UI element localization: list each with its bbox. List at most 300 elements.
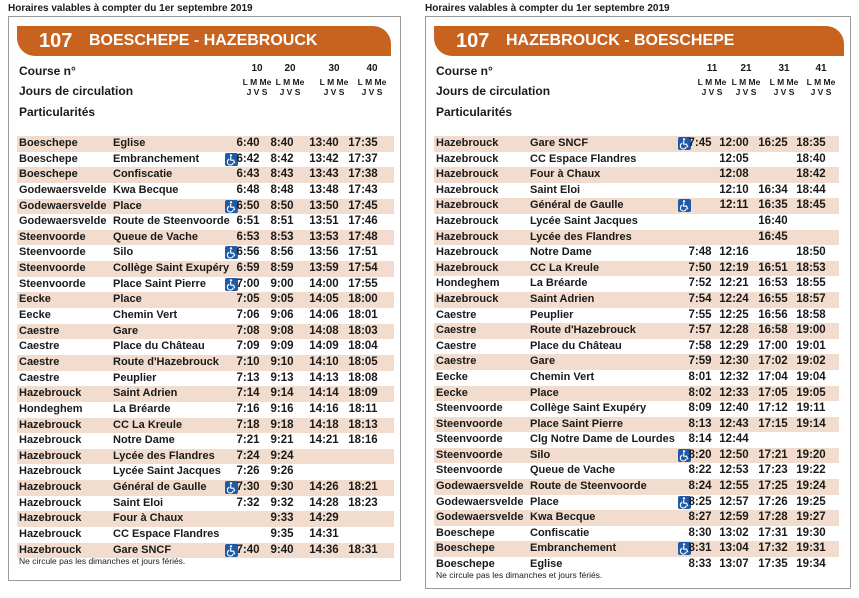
stop-row — [434, 167, 839, 183]
town-name: Steenvoorde — [436, 433, 503, 446]
departure-time: 7:14 — [236, 387, 260, 400]
town-name: Hazebrouck — [436, 199, 499, 212]
course-number: 40 — [366, 63, 378, 74]
stop-name: La Bréarde — [113, 402, 171, 415]
stop-name: Embranchement — [113, 152, 200, 165]
timetable-right — [425, 0, 855, 598]
town-name: Godewaersvelde — [436, 495, 524, 508]
line-number: 107 — [39, 30, 73, 52]
departure-time: 7:57 — [688, 324, 712, 337]
departure-time: 7:58 — [688, 339, 712, 352]
departure-time: 6:56 — [236, 246, 260, 259]
stop-name: Kwa Becque — [530, 511, 596, 524]
town-name: Hazebrouck — [436, 230, 499, 243]
days-of-service — [731, 77, 761, 97]
stop-row — [17, 464, 394, 480]
departure-time: 7:09 — [236, 340, 260, 353]
stop-row — [434, 323, 839, 339]
stop-row — [434, 495, 839, 511]
town-name: Godewaersvelde — [19, 215, 107, 228]
course-number: 21 — [740, 63, 752, 74]
stop-row — [17, 339, 394, 355]
departure-time: 8:09 — [688, 402, 712, 415]
stop-row — [434, 183, 839, 199]
departure-time: 7:30 — [236, 481, 260, 494]
footnote: Ne circule pas les dimanches et jours fériés. — [436, 570, 603, 580]
departure-time: 12:05 — [719, 152, 749, 165]
stop-row — [17, 402, 394, 418]
departure-time: 18:01 — [348, 309, 378, 322]
departure-time: 12:30 — [719, 355, 749, 368]
departure-time: 16:35 — [758, 199, 788, 212]
town-name: Hazebrouck — [19, 528, 82, 541]
town-name: Caestre — [19, 355, 60, 368]
departure-time: 18:09 — [348, 387, 378, 400]
stop-row — [434, 541, 839, 557]
days-of-service — [242, 77, 272, 97]
stop-row — [434, 479, 839, 495]
stop-name: Général de Gaulle — [530, 199, 624, 212]
departure-time: 17:35 — [348, 137, 378, 149]
departure-time: 14:14 — [309, 387, 339, 400]
departure-time: 18:04 — [348, 340, 378, 353]
stop-name: Saint Adrien — [530, 292, 595, 305]
stop-name: Route de Steenvoorde — [113, 215, 230, 228]
town-name: Hondeghem — [19, 402, 83, 415]
stop-row — [434, 417, 839, 433]
stop-row — [434, 370, 839, 386]
stop-row — [434, 432, 839, 448]
stop-name: Place Saint Pierre — [113, 277, 206, 290]
departure-time: 18:45 — [796, 199, 826, 212]
town-name: Caestre — [19, 371, 60, 384]
days-of-service — [697, 77, 727, 97]
departure-time: 8:13 — [688, 417, 712, 430]
stop-row — [434, 401, 839, 417]
departure-time: 6:50 — [236, 199, 260, 212]
timetable-card — [425, 16, 851, 589]
town-name: Boeschepe — [19, 168, 78, 181]
departure-time: 12:44 — [719, 433, 749, 446]
town-name: Hondeghem — [436, 277, 500, 290]
stop-name: Gare SNCF — [113, 543, 172, 556]
town-name: Hazebrouck — [436, 246, 499, 259]
departure-time: 8:43 — [270, 168, 294, 181]
notes-label: Particularités — [436, 105, 513, 119]
days-of-service — [357, 77, 387, 97]
stop-row — [17, 480, 394, 496]
days-line: L M Me — [806, 77, 836, 87]
departure-time: 9:14 — [270, 387, 294, 400]
departure-time: 9:05 — [270, 293, 294, 306]
departure-time: 13:43 — [309, 168, 339, 181]
departure-time: 17:46 — [348, 215, 378, 228]
stop-row — [17, 230, 394, 246]
departure-time: 12:32 — [719, 370, 749, 383]
stop-row — [434, 245, 839, 261]
departure-time: 7:55 — [688, 308, 712, 321]
stop-name: La Bréarde — [530, 277, 588, 290]
departure-time: 19:14 — [796, 417, 826, 430]
departure-time: 12:11 — [719, 199, 749, 212]
stop-row — [434, 230, 839, 246]
stop-row — [434, 276, 839, 292]
town-name: Hazebrouck — [436, 183, 499, 196]
departure-time: 17:02 — [758, 355, 788, 368]
departure-time: 7:08 — [236, 324, 260, 337]
town-name: Hazebrouck — [436, 261, 499, 274]
town-name: Godewaersvelde — [19, 199, 107, 212]
departure-time: 12:57 — [719, 495, 749, 508]
town-name: Hazebrouck — [19, 449, 82, 462]
departure-time: 17:15 — [758, 417, 788, 430]
stop-row — [434, 386, 839, 402]
stop-row — [17, 324, 394, 340]
stop-row — [17, 214, 394, 230]
departure-time: 18:57 — [796, 292, 826, 305]
departure-time: 17:31 — [758, 526, 788, 539]
departure-time: 17:35 — [758, 558, 788, 571]
stop-name: Collège Saint Exupéry — [113, 262, 230, 275]
departure-time: 12:10 — [719, 183, 749, 196]
stop-name: Confiscatie — [530, 526, 590, 539]
town-name: Hazebrouck — [19, 387, 82, 400]
town-name: Boeschepe — [19, 152, 78, 165]
departure-time: 18:35 — [796, 137, 826, 149]
stop-name: Four à Chaux — [113, 512, 184, 525]
departure-time: 18:40 — [796, 152, 826, 165]
days-line: J V S — [701, 87, 723, 97]
stop-row — [17, 152, 394, 168]
wheelchair-accessible-icon — [678, 199, 691, 212]
departure-time: 8:14 — [688, 433, 712, 446]
stop-row — [434, 152, 839, 168]
departure-time: 18:53 — [796, 261, 826, 274]
stop-row — [17, 511, 394, 527]
departure-time: 8:59 — [270, 262, 294, 275]
departure-time: 14:26 — [309, 481, 339, 494]
stop-name: Confiscatie — [113, 168, 173, 181]
departure-time: 7:10 — [236, 355, 260, 368]
days-line: L M Me — [697, 77, 727, 87]
stop-row — [434, 308, 839, 324]
departure-time: 16:53 — [758, 277, 788, 290]
town-name: Hazebrouck — [19, 496, 82, 509]
days-line: L M Me — [275, 77, 305, 87]
stop-name: CC Espace Flandres — [113, 528, 220, 541]
stop-name: Embranchement — [530, 542, 617, 555]
departure-time: 16:45 — [758, 230, 788, 243]
stop-name: CC La Kreule — [113, 418, 183, 431]
departure-time: 7:52 — [688, 277, 712, 290]
departure-time: 18:50 — [796, 246, 826, 259]
stop-name: Kwa Becque — [113, 183, 179, 196]
departure-time: 17:48 — [348, 230, 378, 243]
departure-time: 8:31 — [688, 542, 712, 555]
town-name: Hazebrouck — [19, 512, 82, 525]
departure-time: 7:48 — [688, 246, 712, 259]
town-name: Hazebrouck — [19, 481, 82, 494]
departure-time: 9:16 — [270, 402, 294, 415]
departure-time: 12:29 — [719, 339, 749, 352]
departure-time: 18:31 — [348, 543, 378, 556]
departure-time: 19:27 — [796, 511, 826, 524]
departure-time: 9:00 — [270, 277, 294, 290]
departure-time: 18:58 — [796, 308, 826, 321]
town-name: Caestre — [436, 355, 477, 368]
departure-time: 18:23 — [348, 496, 378, 509]
stop-name: Gare — [530, 355, 556, 368]
departure-time: 17:23 — [758, 464, 788, 477]
departure-time: 7:50 — [688, 261, 712, 274]
departure-time: 19:00 — [796, 324, 826, 337]
town-name: Boeschepe — [19, 137, 78, 149]
departure-time: 18:21 — [348, 481, 378, 494]
town-name: Hazebrouck — [436, 214, 499, 227]
stop-row — [434, 463, 839, 479]
stop-name: Lycée Saint Jacques — [530, 214, 638, 227]
departure-time: 19:22 — [796, 464, 826, 477]
departure-time: 6:40 — [236, 137, 260, 149]
days-of-service — [275, 77, 305, 97]
stop-row — [434, 198, 839, 214]
departure-time: 18:03 — [348, 324, 378, 337]
departure-time: 19:02 — [796, 355, 826, 368]
town-name: Steenvoorde — [19, 230, 86, 243]
departure-time: 6:42 — [236, 152, 260, 165]
departure-time: 18:42 — [796, 168, 826, 181]
departure-time: 9:10 — [270, 355, 294, 368]
departure-time: 14:36 — [309, 543, 339, 556]
line-banner — [434, 26, 844, 56]
validity-note: Horaires valables à compter du 1er septembre 2019 — [425, 3, 670, 14]
departure-time: 17:12 — [758, 402, 788, 415]
departure-time: 8:42 — [270, 152, 294, 165]
departure-time: 13:04 — [719, 542, 749, 555]
stop-name: Queue de Vache — [113, 230, 198, 243]
departure-time: 17:00 — [758, 339, 788, 352]
town-name: Godewaersvelde — [436, 511, 524, 524]
departure-time: 16:56 — [758, 308, 788, 321]
line-number: 107 — [456, 30, 490, 52]
departure-time: 14:10 — [309, 355, 339, 368]
departure-time: 12:25 — [719, 308, 749, 321]
stop-name: Route d'Hazebrouck — [530, 324, 636, 337]
departure-time: 19:34 — [796, 558, 826, 571]
days-of-service — [319, 77, 349, 97]
course-label: Course n° — [436, 64, 493, 78]
departure-time: 13:48 — [309, 183, 339, 196]
departure-time: 13:07 — [719, 558, 749, 571]
town-name: Eecke — [436, 370, 468, 383]
stop-name: Four à Chaux — [530, 168, 601, 181]
departure-time: 12:50 — [719, 448, 749, 461]
departure-time: 9:30 — [270, 481, 294, 494]
stop-name: Place — [113, 199, 142, 212]
departure-time: 13:50 — [309, 199, 339, 212]
stop-name: Place — [530, 386, 559, 399]
departure-time: 19:24 — [796, 480, 826, 493]
departure-time: 17:28 — [758, 511, 788, 524]
departure-time: 7:24 — [236, 449, 260, 462]
days-line: L M Me — [357, 77, 387, 87]
days-line: L M Me — [731, 77, 761, 87]
course-number: 20 — [284, 63, 296, 74]
departure-time: 8:56 — [270, 246, 294, 259]
departure-time: 7:59 — [688, 355, 712, 368]
departure-time: 12:08 — [719, 168, 749, 181]
departure-time: 14:06 — [309, 309, 339, 322]
departure-time: 14:13 — [309, 371, 339, 384]
stop-name: Place du Château — [530, 339, 622, 352]
departure-time: 19:30 — [796, 526, 826, 539]
route-title: HAZEBROUCK - BOESCHEPE — [506, 32, 735, 49]
departure-time: 17:45 — [348, 199, 378, 212]
town-name: Hazebrouck — [436, 137, 499, 149]
departure-time: 14:21 — [309, 434, 339, 447]
departure-time: 17:04 — [758, 370, 788, 383]
stop-name: Saint Eloi — [113, 496, 164, 509]
town-name: Boeschepe — [436, 542, 495, 555]
stop-name: Route de Steenvoorde — [530, 480, 647, 493]
departure-time: 13:51 — [309, 215, 339, 228]
departure-time: 8:25 — [688, 495, 712, 508]
departure-time: 12:43 — [719, 417, 749, 430]
departure-time: 17:26 — [758, 495, 788, 508]
timetable-left — [8, 0, 408, 598]
departure-time: 14:16 — [309, 402, 339, 415]
departure-time: 8:20 — [688, 448, 712, 461]
departure-time: 8:01 — [688, 370, 712, 383]
town-name: Caestre — [436, 308, 477, 321]
stop-row — [17, 386, 394, 402]
departure-time: 13:42 — [309, 152, 339, 165]
departure-time: 9:09 — [270, 340, 294, 353]
departure-time: 19:01 — [796, 339, 826, 352]
days-line: L M Me — [769, 77, 799, 87]
departure-time: 17:05 — [758, 386, 788, 399]
departure-time: 14:09 — [309, 340, 339, 353]
departure-time: 17:55 — [348, 277, 378, 290]
stop-name: Lycée des Flandres — [113, 449, 215, 462]
departure-time: 14:18 — [309, 418, 339, 431]
departure-time: 17:43 — [348, 183, 378, 196]
stop-row — [17, 183, 394, 199]
departure-time: 16:51 — [758, 261, 788, 274]
departure-time: 12:28 — [719, 324, 749, 337]
stop-name: Général de Gaulle — [113, 481, 207, 494]
departure-time: 7:00 — [236, 277, 260, 290]
stop-row — [434, 214, 839, 230]
departure-time: 9:24 — [270, 449, 294, 462]
town-name: Hazebrouck — [436, 292, 499, 305]
departure-time: 14:31 — [309, 528, 339, 541]
town-name: Hazebrouck — [19, 465, 82, 478]
town-name: Hazebrouck — [436, 152, 499, 165]
days-line: J V S — [773, 87, 795, 97]
stop-name: Clg Notre Dame de Lourdes — [530, 433, 675, 446]
departure-time: 8:53 — [270, 230, 294, 243]
town-name: Eecke — [19, 309, 51, 322]
town-name: Boeschepe — [436, 526, 495, 539]
stop-name: CC Espace Flandres — [530, 152, 637, 165]
town-name: Steenvoorde — [436, 448, 503, 461]
stop-name: Eglise — [113, 137, 146, 149]
stop-row — [17, 496, 394, 512]
stop-name: Place — [113, 293, 142, 306]
departure-time: 19:25 — [796, 495, 826, 508]
departure-time: 19:05 — [796, 386, 826, 399]
departure-time: 17:38 — [348, 168, 378, 181]
days-line: J V S — [246, 87, 268, 97]
departure-time: 8:27 — [688, 511, 712, 524]
days-line: J V S — [279, 87, 301, 97]
timetable-card — [8, 16, 401, 581]
stop-name: CC La Kreule — [530, 261, 600, 274]
town-name: Hazebrouck — [19, 418, 82, 431]
stop-name: Saint Eloi — [530, 183, 581, 196]
town-name: Eecke — [436, 386, 468, 399]
stop-row — [17, 245, 394, 261]
stop-row — [434, 526, 839, 542]
stop-row — [17, 261, 394, 277]
days-label: Jours de circulation — [436, 84, 551, 98]
stop-row — [17, 355, 394, 371]
departure-time: 12:19 — [719, 261, 749, 274]
departure-time: 13:53 — [309, 230, 339, 243]
departure-time: 17:37 — [348, 152, 378, 165]
departure-time: 18:13 — [348, 418, 378, 431]
departure-time: 18:44 — [796, 183, 826, 196]
departure-time: 8:02 — [688, 386, 712, 399]
stop-name: Lycée des Flandres — [530, 230, 632, 243]
departure-time: 12:24 — [719, 292, 749, 305]
stop-row — [17, 308, 394, 324]
departure-time: 16:25 — [758, 137, 788, 149]
departure-time: 17:32 — [758, 542, 788, 555]
stop-name: Notre Dame — [530, 246, 592, 259]
departure-time: 14:08 — [309, 324, 339, 337]
stop-name: Chemin Vert — [530, 370, 595, 383]
stop-row — [434, 339, 839, 355]
departure-time: 17:54 — [348, 262, 378, 275]
departure-time: 7:06 — [236, 309, 260, 322]
departure-time: 7:13 — [236, 371, 260, 384]
departure-time: 13:40 — [309, 137, 339, 149]
departure-time: 17:21 — [758, 448, 788, 461]
departure-time: 8:30 — [688, 526, 712, 539]
departure-time: 7:16 — [236, 402, 260, 415]
departure-time: 7:18 — [236, 418, 260, 431]
departure-time: 6:51 — [236, 215, 260, 228]
departure-time: 12:33 — [719, 386, 749, 399]
town-name: Boeschepe — [436, 558, 495, 571]
stop-name: Place — [530, 495, 559, 508]
departure-time: 18:55 — [796, 277, 826, 290]
town-name: Caestre — [19, 324, 60, 337]
departure-time: 6:43 — [236, 168, 260, 181]
departure-time: 13:59 — [309, 262, 339, 275]
days-line: L M Me — [242, 77, 272, 87]
departure-time: 9:08 — [270, 324, 294, 337]
stop-row — [17, 136, 394, 152]
stop-name: Gare SNCF — [530, 137, 589, 149]
departure-time: 13:02 — [719, 526, 749, 539]
days-line: J V S — [323, 87, 345, 97]
departure-time: 8:33 — [688, 558, 712, 571]
validity-note: Horaires valables à compter du 1er septembre 2019 — [8, 3, 253, 14]
departure-time: 19:04 — [796, 370, 826, 383]
